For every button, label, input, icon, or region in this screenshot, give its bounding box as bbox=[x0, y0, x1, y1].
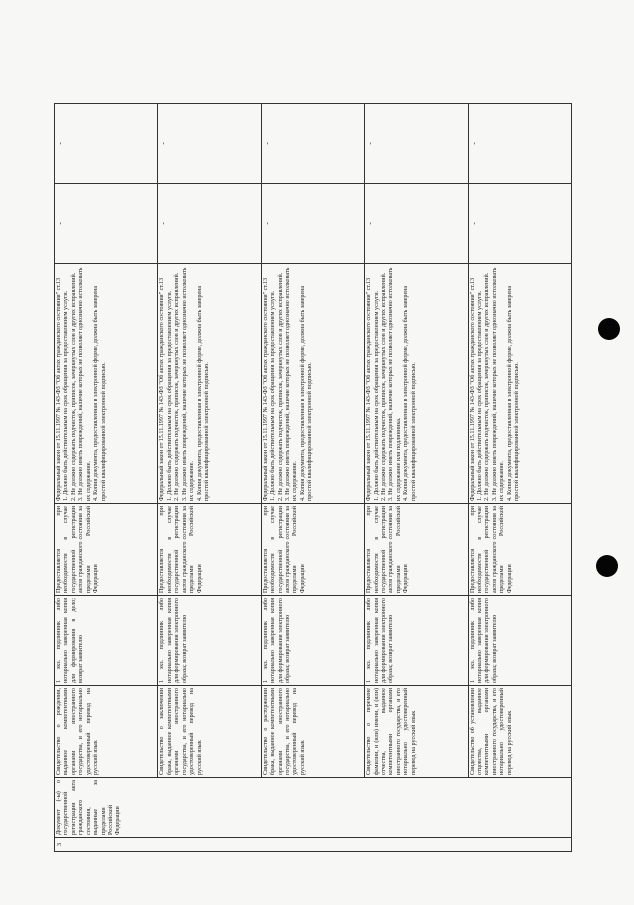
requirement-line: 4. Копия документа, предоставленная в электронной форме, должна быть заверена простой квалифицированной электронной подписью. bbox=[196, 285, 210, 501]
rotated-table-wrapper bbox=[54, 104, 572, 852]
form-cell: - bbox=[55, 184, 158, 264]
action-cell: 1 экз. подлинник либо нотариально заверенная копия для формирования электронного образа; возврат заявителю bbox=[261, 596, 364, 686]
action-cell: 1 экз. подлинник либо нотариально заверенная копия для формирования электронного образа; возврат заявителю bbox=[468, 596, 571, 686]
sample-cell: - bbox=[261, 104, 364, 184]
requirements-cell bbox=[261, 264, 364, 504]
requirement-line: Федеральный закон от 15.11.1997 № 143-ФЗ "Об актах гражданского состояния" ст.13 bbox=[159, 277, 166, 501]
document-name-cell: Свидетельство об установлении отцовства, выданное компетентными органами иностранного государства, и его нотариально удостоверенный перевод на русский язык bbox=[468, 686, 571, 778]
requirement-line: 4. Копия документа, предоставленная в электронной форме, должна быть заверена простой квалифицированной электронной подписью. bbox=[299, 285, 314, 501]
requirements-cell bbox=[365, 264, 468, 504]
table-row bbox=[55, 104, 158, 852]
sample-cell: - bbox=[365, 104, 468, 184]
document-name-cell: Свидетельство о расторжении брака, выданное компетентными органами иностранного государства, и его нотариально удостоверенный перевод на русский язык bbox=[261, 686, 364, 778]
document-type-cell: Документ (-ы) о государственной регистрации акта гражданского состояния, выданные за пределами Российской Федерации bbox=[55, 778, 572, 838]
sample-cell: - bbox=[158, 104, 261, 184]
requirements-cell bbox=[158, 264, 261, 504]
requirement-line: Федеральный закон от 15.11.1997 № 143-ФЗ "Об актах гражданского состояния" ст.13 bbox=[56, 277, 62, 501]
form-cell: - bbox=[261, 184, 364, 264]
document-name-cell: Свидетельство о заключении брака, выданное компетентными органами иностранного государства, и его нотариально удостоверенный перевод на русский язык bbox=[158, 686, 261, 778]
requirement-line: 3. Не должно иметь повреждений, наличие которых не позволяет однозначно истолковать их содержание или подлинника. bbox=[388, 267, 402, 501]
requirement-line: 2. Не должно содержать подчисток, приписок, зачеркнутых слов и других исправлений. bbox=[70, 272, 77, 501]
condition-cell: Предоставляется при необходимости в случае государственной регистрации актов гражданского состояния за пределами Российской Федерации bbox=[55, 504, 158, 596]
sample-cell: - bbox=[55, 104, 158, 184]
requirement-line: 3. Не должно иметь повреждений, наличие которых не позволяет однозначно истолковать их содержание. bbox=[491, 267, 506, 501]
requirement-line: 1. Должно быть действительным на срок обращения за предоставлением услуги. bbox=[270, 290, 277, 501]
action-cell: 1 экз. подлинник либо нотариально заверенная копия для формирования электронного образа; возврат заявителю bbox=[365, 596, 468, 686]
requirement-line: 3. Не должно иметь повреждений, наличие которых не позволяет однозначно истолковать их содержание. bbox=[78, 267, 92, 501]
table-row bbox=[261, 104, 364, 852]
requirement-line: 3. Не должно иметь повреждений, наличие которых не позволяет однозначно истолковать их содержание. bbox=[285, 267, 299, 501]
condition-cell: Предоставляется при необходимости в случае государственной регистрации актов гражданского состояния за пределами Российской Федерации bbox=[468, 504, 571, 596]
table-row bbox=[468, 104, 571, 852]
requirement-line: 1. Должно быть действительным на срок обращения за предоставлением услуги. bbox=[166, 290, 173, 501]
requirements-cell bbox=[55, 264, 158, 504]
requirement-line: 3. Не должно иметь повреждений, наличие которых не позволяет однозначно истолковать их содержание. bbox=[181, 267, 196, 501]
requirement-line: 4. Копия документа, предоставленная в электронной форме, должна быть заверена простой квалифицированной электронной подписью. bbox=[93, 285, 107, 501]
table-row bbox=[365, 104, 468, 852]
punch-hole-mark bbox=[596, 555, 618, 577]
condition-cell: Предоставляется при необходимости в случае государственной регистрации актов гражданского состояния за пределами Российской Федерации bbox=[158, 504, 261, 596]
requirement-line: 4. Копия документа, предоставленная в электронной форме, должна быть заверена простой квалифицированной электронной подписью. bbox=[506, 285, 521, 501]
requirement-line: Федеральный закон от 15.11.1997 № 143-ФЗ "Об актах гражданского состояния" ст.13 bbox=[366, 277, 373, 501]
requirement-line: 4. Копия документа, предоставленная в электронной форме, должна быть заверена простой квалифицированной электронной подписью. bbox=[403, 285, 417, 501]
table-row bbox=[158, 104, 261, 852]
condition-cell: Предоставляется при необходимости в случае государственной регистрации актов гражданского состояния за пределами Российской Федерации bbox=[261, 504, 364, 596]
form-cell: - bbox=[468, 184, 571, 264]
document-name-cell: Свидетельство о рождении, выданное компетентными органами иностранного государства, и его нотариально удостоверенный перевод на русский язык bbox=[55, 686, 158, 778]
requirement-line: Федеральный закон от 15.11.1997 № 143-ФЗ "Об актах гражданского состояния" ст.13 bbox=[262, 277, 269, 501]
punch-hole-mark bbox=[598, 318, 620, 340]
action-cell: 1 экз. подлинник либо нотариально заверенная копия для формирования в дело; возврат заявителю bbox=[55, 596, 158, 686]
requirement-line: Федеральный закон от 15.11.1997 № 143-ФЗ "Об актах гражданского состояния" ст.13 bbox=[469, 277, 476, 501]
requirement-line: 2. Не должно содержать подчисток, приписок, зачеркнутых слов и других исправлений. bbox=[484, 272, 491, 501]
row-number-cell: 3 bbox=[55, 838, 572, 852]
requirements-cell bbox=[468, 264, 571, 504]
form-cell: - bbox=[365, 184, 468, 264]
requirement-line: 2. Не должно содержать подчисток, приписок, зачеркнутых слов и других исправлений. bbox=[277, 272, 284, 501]
requirement-line: 1. Должно быть действительным на срок обращения за предоставлением услуги. bbox=[476, 290, 483, 501]
condition-cell: Предоставляется при необходимости в случае государственной регистрации актов гражданского состояния за пределами Российской Федерации bbox=[365, 504, 468, 596]
requirement-line: 2. Не должно содержать подчисток, приписок, зачеркнутых слов и других исправлений. bbox=[174, 272, 181, 501]
action-cell: 1 экз. подлинник либо нотариально заверенная копия для формирования электронного образа; возврат заявителю bbox=[158, 596, 261, 686]
form-cell: - bbox=[158, 184, 261, 264]
sample-cell: - bbox=[468, 104, 571, 184]
document-name-cell: Свидетельство о перемене фамилии, и (или) имени, и (или) отчества, выданное компетентными органами иностранного государства, и его нотариально удостоверенный перевод на русский язык bbox=[365, 686, 468, 778]
requirement-line: 1. Должно быть действительным на срок обращения за предоставлением услуги. bbox=[373, 290, 380, 501]
requirement-line: 1. Должно быть действительным на срок обращения за предоставлением услуги. bbox=[63, 290, 70, 501]
documents-table bbox=[54, 103, 572, 852]
requirement-line: 2. Не должно содержать подчисток, приписок, зачеркнутых слов и других исправлений. bbox=[381, 272, 388, 501]
